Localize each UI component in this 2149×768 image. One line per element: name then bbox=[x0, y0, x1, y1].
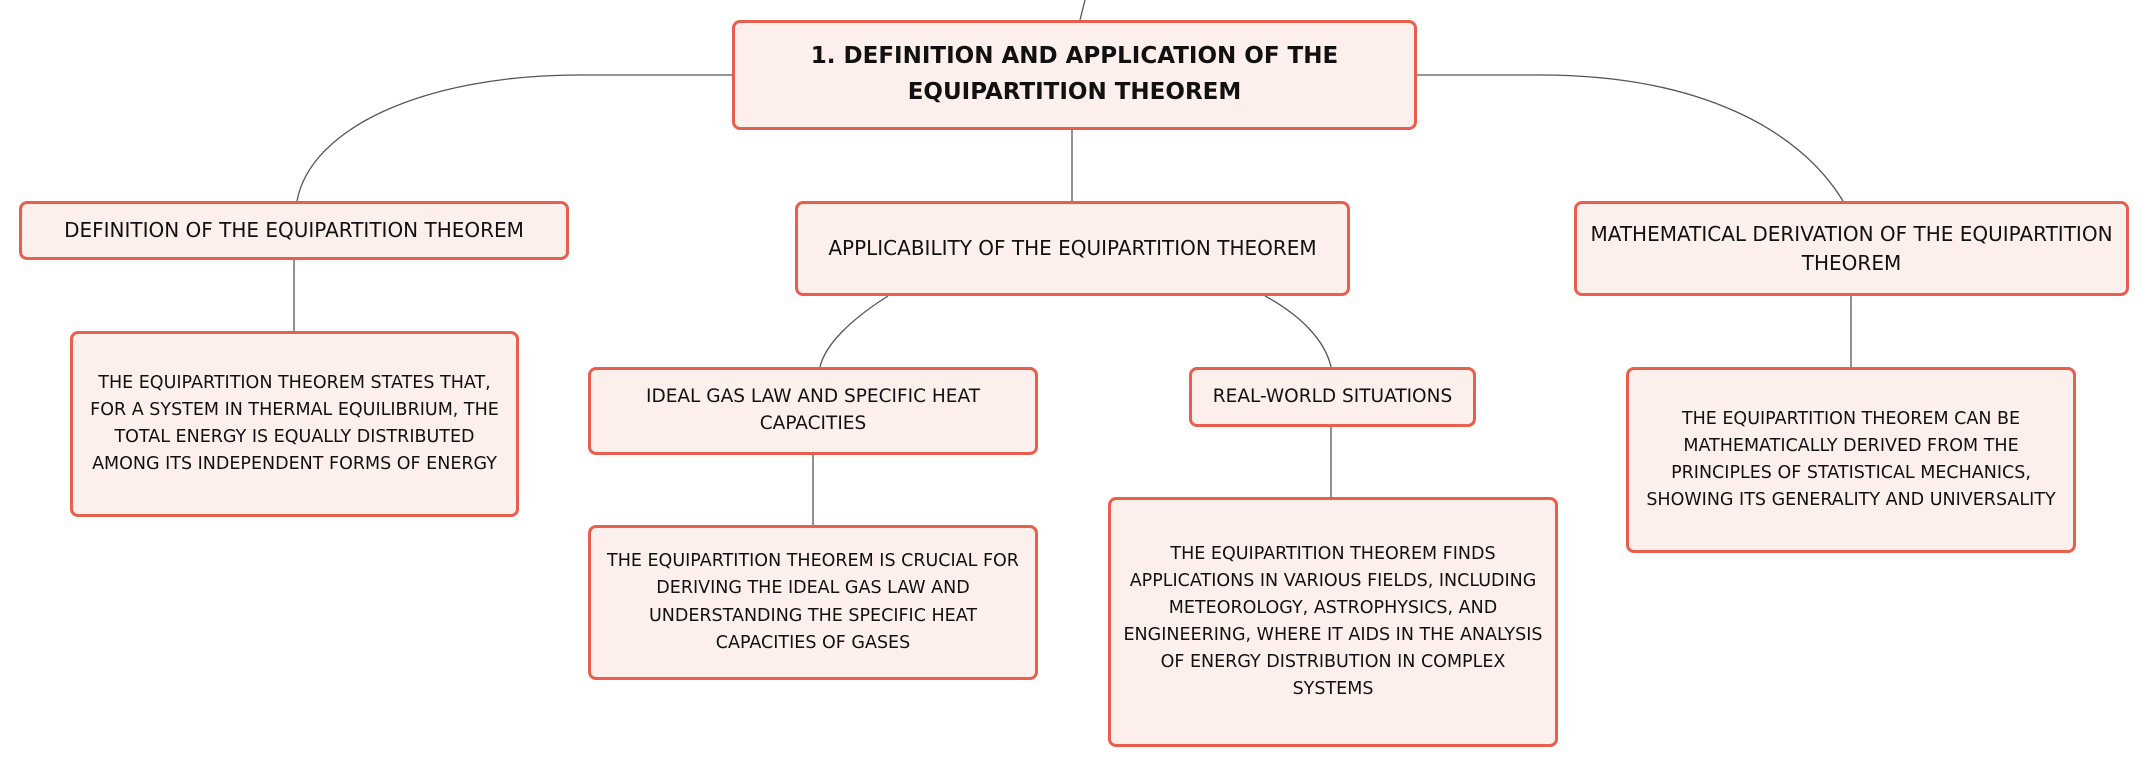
connector-root-definition bbox=[297, 75, 732, 201]
connector-applicability-idealgas bbox=[820, 296, 888, 367]
definition-node-label: DEFINITION OF THE EQUIPARTITION THEOREM bbox=[64, 218, 524, 242]
applicability-node[interactable] bbox=[795, 201, 1350, 296]
ideal-gas-node-label: IDEAL GAS LAW AND SPECIFIC HEAT CAPACITIES bbox=[646, 386, 980, 434]
definition-detail-node[interactable] bbox=[70, 331, 519, 517]
ideal-gas-detail-node[interactable] bbox=[588, 525, 1038, 680]
ideal-gas-node[interactable] bbox=[588, 367, 1038, 455]
derivation-node[interactable] bbox=[1574, 201, 2129, 296]
derivation-detail-node[interactable] bbox=[1626, 367, 2076, 553]
applicability-node-label: APPLICABILITY OF THE EQUIPARTITION THEOREM bbox=[828, 236, 1317, 260]
real-world-node-label: REAL-WORLD SITUATIONS bbox=[1212, 385, 1453, 407]
connector-root-parent bbox=[1080, 0, 1085, 20]
real-world-node[interactable] bbox=[1189, 367, 1476, 427]
definition-detail-text: THE EQUIPARTITION THEOREM STATES THAT, FOR A SYSTEM IN THERMAL EQUILIBRIUM, THE TOTAL ENERGY IS EQUALLY DISTRIBUTED AMONG ITS INDEPENDENT FORMS OF ENERGY bbox=[90, 372, 499, 475]
connector-applicability-realworld bbox=[1265, 296, 1331, 367]
root-node-label: 1. DEFINITION AND APPLICATION OF THE EQUIPARTITION THEOREM bbox=[810, 43, 1339, 105]
definition-node[interactable] bbox=[19, 201, 569, 260]
ideal-gas-detail-text: THE EQUIPARTITION THEOREM IS CRUCIAL FOR DERIVING THE IDEAL GAS LAW AND UNDERSTANDING THE SPECIFIC HEAT CAPACITIES OF GASES bbox=[607, 551, 1019, 653]
real-world-detail-text: THE EQUIPARTITION THEOREM FINDS APPLICATIONS IN VARIOUS FIELDS, INCLUDING METEOROLOGY, ASTROPHYSICS, AND ENGINEERING, WHERE IT AIDS IN THE ANALYSIS OF ENERGY DISTRIBUTION IN COMPLEX SYSTEMS bbox=[1123, 543, 1543, 700]
root-node[interactable] bbox=[732, 20, 1417, 130]
connector-root-derivation bbox=[1417, 75, 1843, 201]
derivation-node-label: MATHEMATICAL DERIVATION OF THE EQUIPARTITION THEOREM bbox=[1590, 221, 2113, 275]
real-world-detail-node[interactable] bbox=[1108, 497, 1558, 747]
derivation-detail-text: THE EQUIPARTITION THEOREM CAN BE MATHEMATICALLY DERIVED FROM THE PRINCIPLES OF STATISTICAL MECHANICS, SHOWING ITS GENERALITY AND UNIVERSALITY bbox=[1646, 408, 2056, 511]
